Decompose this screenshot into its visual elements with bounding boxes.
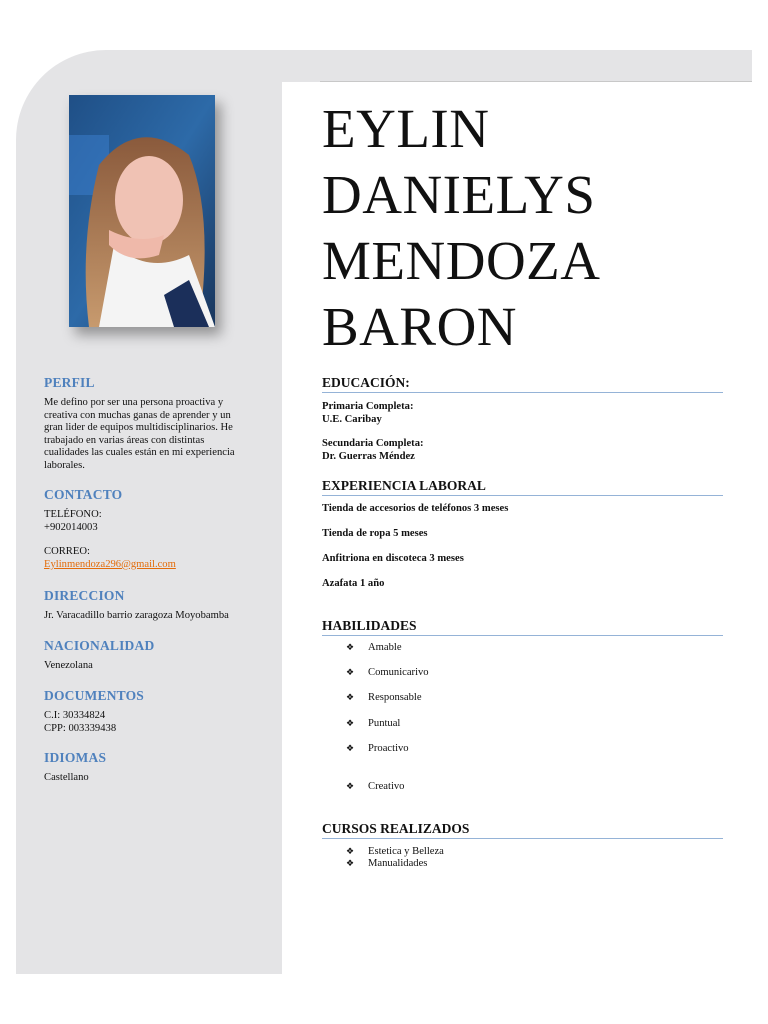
edu-school: U.E. Caribay: [322, 413, 382, 425]
list-item: [346, 743, 409, 754]
diamond-bullet-icon: ❖: [346, 781, 355, 791]
idiomas-text: Castellano: [44, 772, 89, 783]
exp-item: Anfitriona en discoteca 3 meses: [322, 553, 464, 564]
email-label: CORREO:: [44, 546, 90, 558]
nacionalidad-heading: NACIONALIDAD: [44, 638, 155, 653]
list-item: [346, 642, 402, 653]
perfil-section: [44, 375, 264, 473]
diamond-bullet-icon: ❖: [346, 858, 355, 868]
exp-item: Tienda de ropa 5 meses: [322, 528, 428, 539]
idiomas-heading: IDIOMAS: [44, 750, 107, 765]
experiencia-section: [322, 478, 723, 588]
ci-value: C.I: 30334824: [44, 710, 106, 721]
edu-level: Secundaria Completa:: [322, 438, 424, 449]
documentos-heading: DOCUMENTOS: [44, 688, 145, 703]
top-band: [252, 50, 752, 82]
edu-item: [322, 401, 723, 426]
direccion-text: Jr. Varacadillo barrio zaragoza Moyobamba: [44, 610, 229, 621]
skill-label: Creativo: [368, 781, 405, 792]
diamond-bullet-icon: ❖: [346, 642, 355, 652]
perfil-heading: PERFIL: [44, 375, 95, 390]
contacto-heading: CONTACTO: [44, 487, 123, 502]
cpp-value: CPP: 003339438: [44, 722, 117, 734]
list-item: [346, 718, 400, 729]
list-item: [346, 858, 427, 869]
skill-label: Comunicarivo: [368, 667, 429, 678]
list-item: [346, 667, 429, 678]
edu-level: Primaria Completa:: [322, 401, 414, 412]
cursos-heading: CURSOS REALIZADOS: [322, 821, 723, 839]
course-label: Manualidades: [368, 858, 428, 869]
skill-label: Proactivo: [368, 743, 409, 754]
name-line: DANIELYS: [322, 164, 596, 225]
perfil-line: cualidades las cuales están en mi experiencia: [44, 447, 235, 459]
direccion-heading: DIRECCION: [44, 588, 125, 603]
idiomas-section: [44, 750, 264, 785]
educacion-section: [322, 375, 723, 463]
habilidades-heading: HABILIDADES: [322, 618, 723, 636]
diamond-bullet-icon: ❖: [346, 692, 355, 702]
exp-item: Azafata 1 año: [322, 578, 385, 589]
list-item: [346, 781, 404, 792]
skill-label: Responsable: [368, 692, 422, 703]
full-name: [322, 96, 742, 360]
perfil-line: gran lider de equipos multidisciplinarios. He: [44, 422, 233, 434]
perfil-line: laborales.: [44, 459, 85, 471]
edu-item: [322, 438, 723, 463]
cursos-section: [322, 821, 723, 881]
name-line: BARON: [322, 296, 518, 357]
list-item: [346, 846, 444, 857]
educacion-heading: EDUCACIÓN:: [322, 375, 723, 393]
skill-label: Amable: [368, 642, 402, 653]
nacionalidad-text: Venezolana: [44, 660, 93, 671]
name-line: EYLIN: [322, 98, 490, 159]
experiencia-heading: EXPERIENCIA LABORAL: [322, 478, 723, 496]
list-item: [346, 692, 422, 703]
diamond-bullet-icon: ❖: [346, 667, 355, 677]
phone-value: +902014003: [44, 521, 98, 533]
diamond-bullet-icon: ❖: [346, 718, 355, 728]
diamond-bullet-icon: ❖: [346, 743, 355, 753]
profile-photo: [69, 95, 215, 327]
perfil-line: trabajado en varias áreas con distintas: [44, 434, 205, 446]
documentos-section: [44, 688, 264, 735]
skill-label: Puntual: [368, 718, 401, 729]
perfil-line: Me defino por ser una persona proactiva y: [44, 397, 224, 408]
contacto-section: [44, 487, 264, 571]
edu-school: Dr. Guerras Méndez: [322, 450, 415, 462]
exp-item: Tienda de accesorios de teléfonos 3 meses: [322, 503, 509, 514]
top-divider: [320, 81, 752, 82]
email-link[interactable]: Eylinmendoza296@gmail.com: [44, 558, 176, 570]
phone-label: TELÉFONO:: [44, 509, 102, 520]
perfil-line: creativa con muchas ganas de aprender y un: [44, 409, 231, 421]
course-label: Estetica y Belleza: [368, 846, 444, 857]
name-line: MENDOZA: [322, 230, 601, 291]
diamond-bullet-icon: ❖: [346, 846, 355, 856]
nacionalidad-section: [44, 638, 264, 673]
habilidades-section: [322, 618, 723, 803]
perfil-text: [44, 397, 264, 473]
direccion-section: [44, 588, 264, 623]
